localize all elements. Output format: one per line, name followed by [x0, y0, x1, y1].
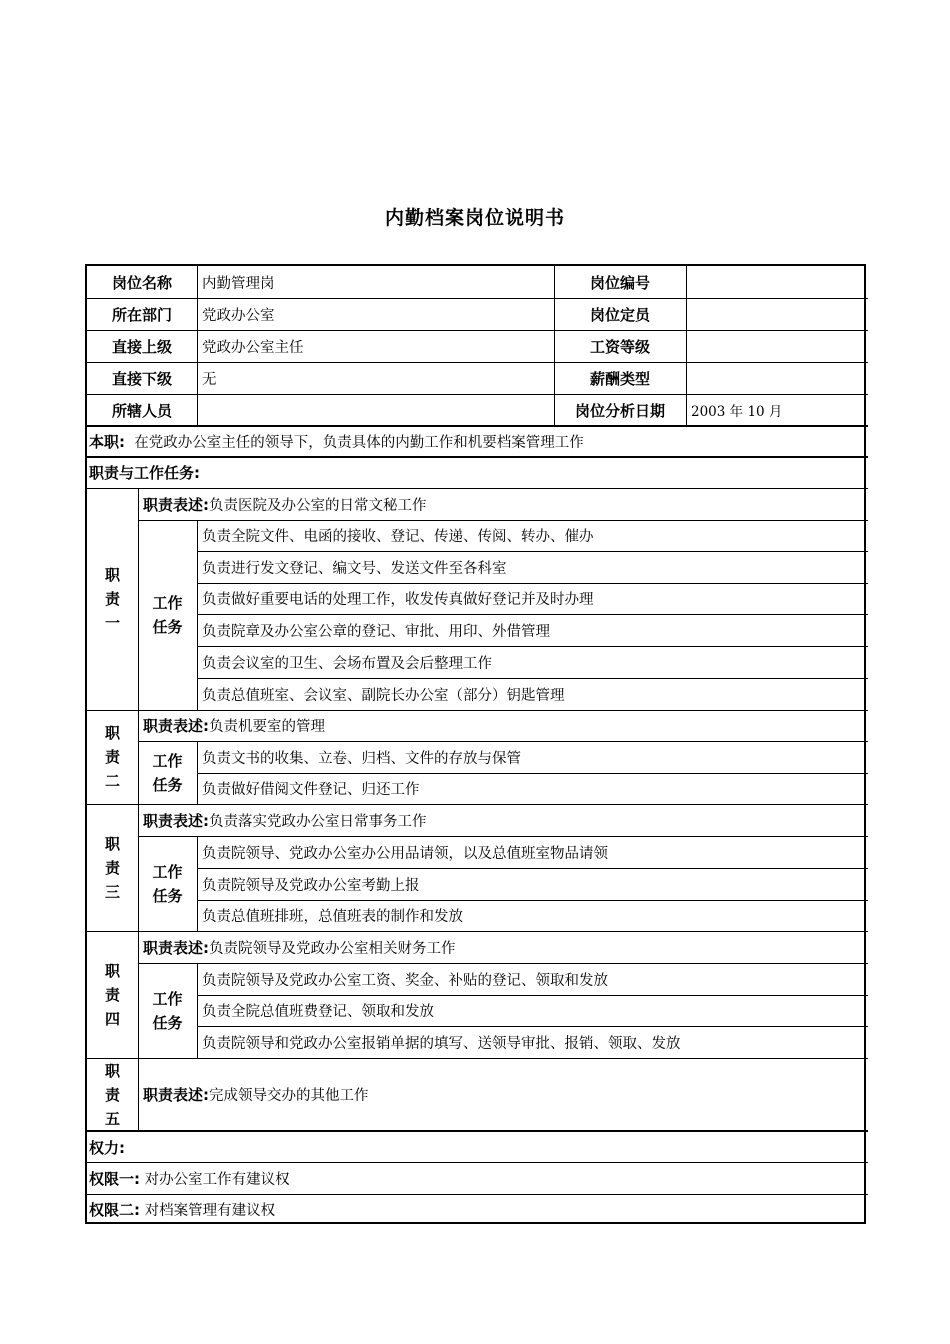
task-label-text: 工作: [152, 594, 183, 612]
duty-label-char: 三: [104, 882, 120, 901]
header-value-text: 无: [202, 371, 217, 388]
task-item-text: 负责院领导及党政办公室工资、奖金、补贴的登记、领取和发放: [202, 972, 608, 989]
task-item: [197, 614, 868, 646]
task-label: [138, 520, 197, 710]
authority-item-label: 权限二:: [89, 1200, 140, 1219]
task-item-text: 负责院领导、党政办公室办公用品请领，以及总值班室物品请领: [202, 845, 608, 862]
header-right-label-text: 岗位定员: [589, 305, 650, 324]
duty-label-char: 职: [104, 724, 120, 742]
duty-statement-label: 职责表述:: [143, 1086, 209, 1104]
duty-statement-text: 负责医院及办公室的日常文秘工作: [209, 497, 427, 514]
header-value: [197, 330, 554, 362]
task-item-text: 负责文书的收集、立卷、归档、文件的存放与保管: [202, 750, 521, 767]
task-label-text: 任务: [152, 775, 183, 794]
duty-statement-label: 职责表述:: [143, 495, 209, 514]
header-right-label: [554, 298, 686, 330]
header-right-value: [686, 266, 868, 298]
authority-heading-text: 权力:: [89, 1138, 125, 1157]
duty-statement: [138, 804, 868, 836]
task-item-text: 负责总值班排班，总值班表的制作和发放: [202, 909, 463, 925]
duty-statement: [138, 931, 868, 963]
task-item-text: 负责院领导和党政办公室报销单据的填写、送领导审批、报销、领取、发放: [202, 1035, 681, 1052]
header-value-text: 内勤管理岗: [202, 275, 275, 292]
task-item-text: 负责全院总值班费登记、领取和发放: [202, 1004, 434, 1020]
authority-item: [87, 1194, 868, 1224]
header-right-label-text: 岗位分析日期: [574, 401, 665, 420]
duty-label-char: 责: [104, 748, 120, 766]
page-title: 内勤档案岗位说明书: [384, 207, 565, 229]
header-label-text: 岗位名称: [111, 273, 172, 292]
task-label: [138, 741, 197, 804]
header-label: [87, 330, 197, 362]
duty-label-char: 职: [104, 834, 120, 853]
duty-statement-label: 职责表述:: [143, 717, 209, 735]
header-value-text: 党政办公室主任: [202, 339, 304, 356]
duty-label-char: 职: [104, 566, 120, 584]
task-item: [197, 646, 868, 678]
header-label: [87, 298, 197, 330]
duty-label: [87, 931, 138, 1058]
task-item: [197, 995, 868, 1026]
task-item: [197, 520, 868, 551]
authority-item: [87, 1163, 868, 1194]
header-label-text: 直接下级: [111, 369, 172, 388]
task-item: [197, 741, 868, 773]
duty-statement-text: 负责院领导及党政办公室相关财务工作: [209, 940, 456, 957]
duty-statement: [138, 1058, 868, 1131]
header-right-label-text: 薪酬类型: [589, 369, 650, 388]
duty-label-char: 责: [104, 985, 120, 1004]
task-item-text: 负责院领导及党政办公室考勤上报: [202, 877, 420, 894]
task-label-text: 工作: [152, 862, 183, 881]
header-label-text: 直接上级: [111, 337, 172, 356]
duty-statement-label: 职责表述:: [143, 938, 209, 957]
main-duty-row: [87, 426, 868, 457]
header-value: [197, 394, 554, 426]
task-item-text: 负责会议室的卫生、会场布置及会后整理工作: [202, 655, 492, 672]
duty-statement-label: 职责表述:: [143, 811, 209, 830]
authority-item-text: 对办公室工作有建议权: [140, 1172, 290, 1188]
header-label-text: 所辖人员: [111, 401, 172, 420]
duty-statement-text: 负责机要室的管理: [209, 719, 325, 735]
task-item-text: 负责进行发文登记、编文号、发送文件至各科室: [202, 560, 507, 577]
header-right-label: [554, 394, 686, 426]
header-value: [197, 298, 554, 330]
duty-statement-text: 负责落实党政办公室日常事务工作: [209, 813, 427, 830]
task-item: [197, 583, 868, 614]
task-item: [197, 963, 868, 995]
task-item: [197, 1026, 868, 1058]
header-value: [197, 266, 554, 298]
task-label-text: 任务: [152, 1013, 183, 1032]
duty-label: [87, 488, 138, 710]
header-right-label: [554, 266, 686, 298]
duty-label-char: 职: [104, 961, 120, 980]
header-value: [197, 362, 554, 394]
duty-label-char: 二: [104, 772, 120, 790]
task-item-text: 负责总值班室、会议室、副院长办公室（部分）钥匙管理: [202, 687, 565, 704]
duty-label-char: 职: [104, 1061, 120, 1080]
header-value-text: 党政办公室: [202, 307, 275, 324]
task-label-text: 工作: [152, 989, 183, 1008]
column-divider: [197, 266, 198, 426]
header-right-label-text: 工资等级: [589, 337, 650, 356]
duty-label-char: 责: [104, 858, 120, 877]
duty-label: [87, 710, 138, 804]
authority-item-label: 权限一:: [89, 1170, 140, 1188]
task-item-text: 负责做好重要电话的处理工作，收发传真做好登记并及时办理: [202, 592, 594, 608]
authority-item-text: 对档案管理有建议权: [140, 1202, 276, 1219]
task-item: [197, 678, 868, 710]
task-label-text: 工作: [152, 751, 183, 770]
job-description-table: [85, 264, 866, 1224]
header-right-value-text: 2003 年 10 月: [691, 404, 783, 420]
duty-label: [87, 804, 138, 931]
duty-label-char: 责: [104, 1085, 120, 1104]
duty-label-char: 一: [104, 614, 120, 632]
duty-label-char: 四: [104, 1009, 120, 1028]
header-right-value: [686, 330, 868, 362]
header-right-label-text: 岗位编号: [589, 273, 650, 292]
header-label-text: 所在部门: [111, 305, 172, 324]
header-right-value: [686, 362, 868, 394]
header-right-value: [686, 394, 868, 426]
task-item: [197, 773, 868, 804]
task-item-text: 负责院章及办公室公章的登记、审批、用印、外借管理: [202, 623, 550, 640]
header-right-value: [686, 298, 868, 330]
main-duty-text: 在党政办公室主任的领导下，负责具体的内勤工作和机要档案管理工作: [125, 435, 584, 451]
column-divider: [686, 266, 687, 426]
task-item-text: 负责做好借阅文件登记、归还工作: [202, 782, 420, 798]
task-label-text: 任务: [152, 886, 183, 905]
header-label: [87, 362, 197, 394]
task-item: [197, 900, 868, 931]
duty-statement-text: 完成领导交办的其他工作: [209, 1088, 369, 1104]
header-label: [87, 266, 197, 298]
task-label: [138, 836, 197, 931]
duty-label: [87, 1058, 138, 1131]
column-divider: [554, 266, 555, 426]
header-right-label: [554, 362, 686, 394]
duty-statement: [138, 488, 868, 520]
header-right-label: [554, 330, 686, 362]
header-label: [87, 394, 197, 426]
duties-heading-text: 职责与工作任务:: [89, 464, 200, 482]
task-label-text: 任务: [152, 618, 183, 636]
task-item: [197, 868, 868, 900]
duties-heading: [87, 457, 868, 488]
task-item: [197, 836, 868, 868]
main-duty-label: 本职:: [89, 433, 125, 451]
duty-label-char: 五: [104, 1109, 120, 1128]
task-label: [138, 963, 197, 1058]
authority-heading: [87, 1132, 868, 1162]
task-item: [197, 551, 868, 583]
task-item-text: 负责全院文件、电函的接收、登记、传递、传阅、转办、催办: [202, 529, 594, 545]
duty-statement: [138, 710, 868, 741]
duty-label-char: 责: [104, 590, 120, 608]
